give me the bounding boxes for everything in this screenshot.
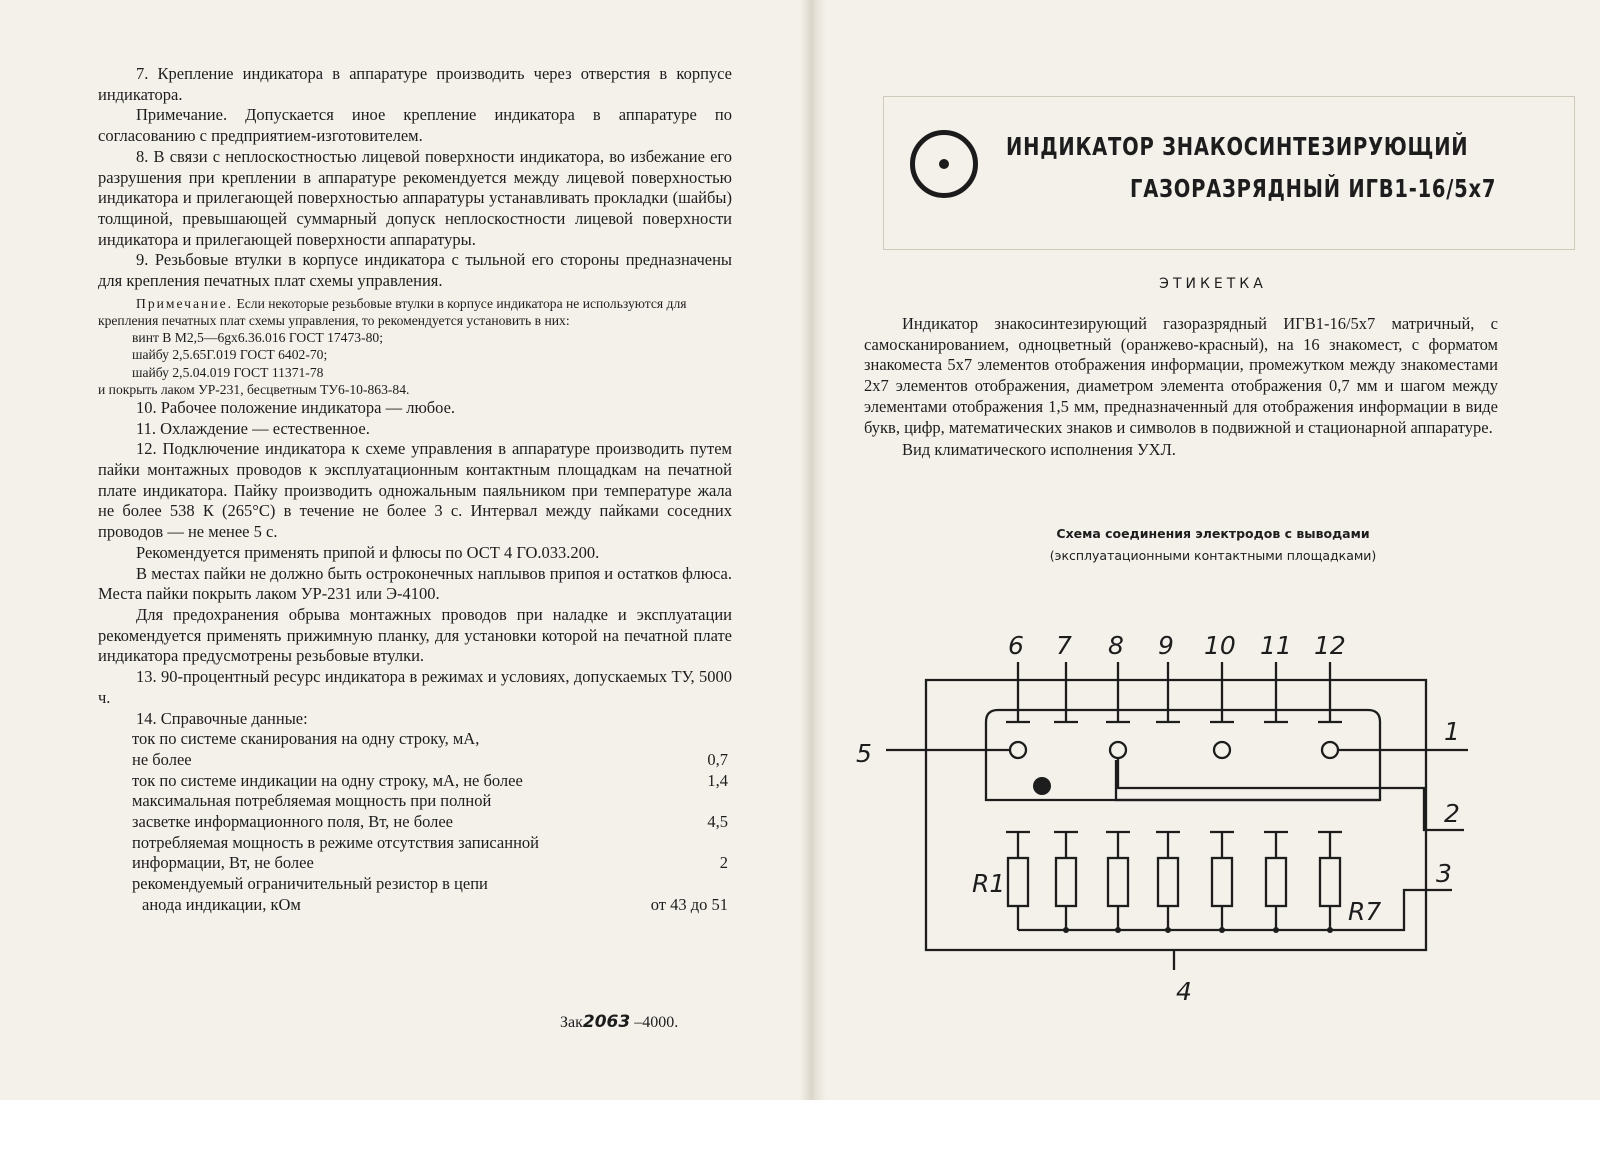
junction <box>1115 927 1121 933</box>
ref-value: 4,5 <box>707 812 728 832</box>
scheme-subtitle: (эксплуатационными контактными площадками) <box>1049 548 1377 563</box>
product-title-line1: ИНДИКАТОР ЗНАКОСИНТЕЗИРУЮЩИЙ <box>1006 132 1469 161</box>
ref-label: максимальная потребляемая мощность при полной <box>132 791 492 811</box>
left-page <box>0 0 800 1100</box>
ref-row <box>132 791 728 812</box>
pin-label-7: 7 <box>1056 631 1072 660</box>
para-7: 7. Крепление индикатора в аппаратуре производить через отверстия в корпусе индикатора. <box>98 64 732 104</box>
para-14: 14. Справочные данные: <box>136 708 308 728</box>
ref-value: от 43 до 51 <box>650 894 728 914</box>
label-heading: ЭТИКЕТКА <box>1159 276 1267 292</box>
junction <box>1219 927 1225 933</box>
electrode <box>1110 742 1126 758</box>
note-item: шайбу 2,5.65Г.019 ГОСТ 6402-70; <box>132 347 328 363</box>
para-10: 10. Рабочее положение индикатора — любое. <box>136 397 456 417</box>
para-12: 12. Подключение индикатора к схеме управления в аппаратуре производить путем пайки монтажных проводов к эксплуатационным контактным площадкам на печатной плате индикатора. Пайку производить одножальным паяльником при температуре жала не более 538 К (265°С) в течение не более 3 с. Интервал между пайками соседних проводов — не менее 5 с. <box>98 439 732 542</box>
electrode-wiring-diagram <box>856 610 1496 1020</box>
key-mark-icon <box>1033 777 1051 795</box>
para-12-flux: Рекомендуется применять припой и флюсы по ОСТ 4 ГО.033.200. <box>136 542 600 562</box>
order-number: 2063 <box>582 1012 631 1032</box>
para-9: 9. Резьбовые втулки в корпусе индикатора с тыльной его стороны предназначены для крепления печатных плат схемы управления. <box>98 250 732 291</box>
ref-label: ток по системе сканирования на одну строку, мА, <box>132 729 480 749</box>
electrode <box>1322 742 1338 758</box>
ref-label: потребляемая мощность в режиме отсутствия записанной <box>132 832 539 852</box>
resistor <box>1108 858 1128 906</box>
resistor <box>1320 858 1340 906</box>
para-12-wires: Для предохранения обрыва монтажных проводов при наладке и эксплуатации рекомендуется применять прижимную планку, для установки которой на печатной плате индикатора предусмотрены резьбовые втулки. <box>98 604 732 666</box>
note-item: и покрыть лаком УР-231, бесцветным ТУ6-10-863-84. <box>98 381 410 397</box>
ref-label: информации, Вт, не более <box>132 853 314 873</box>
pin-label-12: 12 <box>1314 631 1346 660</box>
ref-label: рекомендуемый ограничительный резистор в цепи <box>132 874 488 894</box>
junction <box>1327 927 1333 933</box>
pin-label-9: 9 <box>1158 631 1174 660</box>
manufacturer-logo-icon <box>910 130 978 198</box>
product-title-line2: ГАЗОРАЗРЯДНЫЙ ИГВ1-16/5х7 <box>1130 174 1497 203</box>
pin-label-10: 10 <box>1204 631 1236 660</box>
order-prefix: Зак <box>560 1014 583 1031</box>
ref-row <box>132 812 728 833</box>
title-frame <box>883 96 1575 250</box>
print-order <box>560 1012 678 1032</box>
ref-row <box>132 874 728 895</box>
scheme-title: Схема соединения электродов с выводами <box>1056 526 1370 541</box>
ref-row <box>132 729 728 750</box>
page-fold <box>800 0 826 1100</box>
ref-label: ток по системе индикации на одну строку, мА, не более <box>132 770 523 790</box>
order-run: –4000. <box>634 1014 679 1031</box>
ref-value: 1,4 <box>707 770 728 790</box>
pin-label-1: 1 <box>1444 717 1460 746</box>
ref-label: анода индикации, кОм <box>142 894 301 914</box>
resistor <box>1008 858 1028 906</box>
ref-row <box>132 853 728 874</box>
pin-label-11: 11 <box>1260 631 1292 660</box>
junction <box>1165 927 1171 933</box>
ref-row <box>132 750 728 771</box>
electrode <box>1010 742 1026 758</box>
pin-label-6: 6 <box>1008 631 1024 660</box>
note-9-text: Если некоторые резьбовые втулки в корпусе индикатора не используются для крепления печатных плат схемы управления, то рекомендуется установить в них: <box>98 295 687 328</box>
right-page <box>826 0 1600 1100</box>
resistor-label-r1: R1 <box>972 869 1006 898</box>
junction <box>1273 927 1279 933</box>
note-7: Примечание. Допускается иное крепление индикатора в аппаратуре по согласованию с предприятием-изготовителем. <box>98 105 732 146</box>
resistor <box>1158 858 1178 906</box>
ref-value: 2 <box>719 853 728 873</box>
resistor <box>1056 858 1076 906</box>
note-item: винт В М2,5—6gх6.36.016 ГОСТ 17473-80; <box>132 330 383 346</box>
note-9-label: Примечание. <box>136 295 234 311</box>
resistor-label-r7: R7 <box>1348 897 1382 926</box>
common-bus <box>1018 890 1452 930</box>
left-column <box>98 64 732 916</box>
junction <box>1063 927 1069 933</box>
pin-label-2: 2 <box>1444 799 1460 828</box>
note-item: шайбу 2,5.04.019 ГОСТ 11371-78 <box>132 364 324 380</box>
ref-label: не более <box>132 749 192 769</box>
pin-label-4: 4 <box>1176 977 1192 1006</box>
climate-version: Вид климатического исполнения УХЛ. <box>902 440 1176 460</box>
note-9 <box>98 295 732 329</box>
pin-label-3: 3 <box>1436 859 1452 888</box>
resistor <box>1212 858 1232 906</box>
ref-row <box>132 895 728 916</box>
right-column <box>864 314 1498 461</box>
electrode <box>1214 742 1230 758</box>
ref-label: засветке информационного поля, Вт, не более <box>132 812 454 832</box>
para-8: 8. В связи с неплоскостностью лицевой поверхности индикатора, во избежание его разрушения при креплении в аппаратуре рекомендуется между лицевой поверхностью индикатора и прилегающей поверхностью аппаратуры устанавливать прокладки (шайбы) толщиной, превышающей суммарный допуск неплоскостности лицевой поверхности индикатора и прилегающей поверхности аппаратуры. <box>98 146 732 249</box>
product-description: Индикатор знакосинтезирующий газоразрядный ИГВ1-16/5х7 матричный, с самосканированием, одноцветный (оранжево-красный), на 16 знакомест, с форматом знакоместа 5х7 элементов отображения информации, промежутком между знакоместами 2х7 элементов отображения, диаметром элемента отображения 0,7 мм и шагом между элементами отображения 1,5 мм, предназначенный для отображения информации в виде букв, цифр, математических знаков и символов в подвижной и стационарной аппаратуре. <box>864 314 1498 437</box>
pin-label-8: 8 <box>1108 631 1124 660</box>
para-12-solder: В местах пайки не должно быть остроконечных наплывов припоя и остатков флюса. Места пайки покрыть лаком УР-231 или Э-4100. <box>98 563 732 604</box>
pin-label-5: 5 <box>856 739 872 768</box>
para-11: 11. Охлаждение — естественное. <box>136 418 370 438</box>
resistor <box>1266 858 1286 906</box>
ref-value: 0,7 <box>707 749 728 769</box>
ref-row <box>132 833 728 854</box>
lead-2 <box>1118 758 1464 830</box>
para-13: 13. 90-процентный ресурс индикатора в режимах и условиях, допускаемых ТУ, 5000 ч. <box>98 667 732 707</box>
ref-row <box>132 771 728 792</box>
reference-data <box>98 729 732 915</box>
